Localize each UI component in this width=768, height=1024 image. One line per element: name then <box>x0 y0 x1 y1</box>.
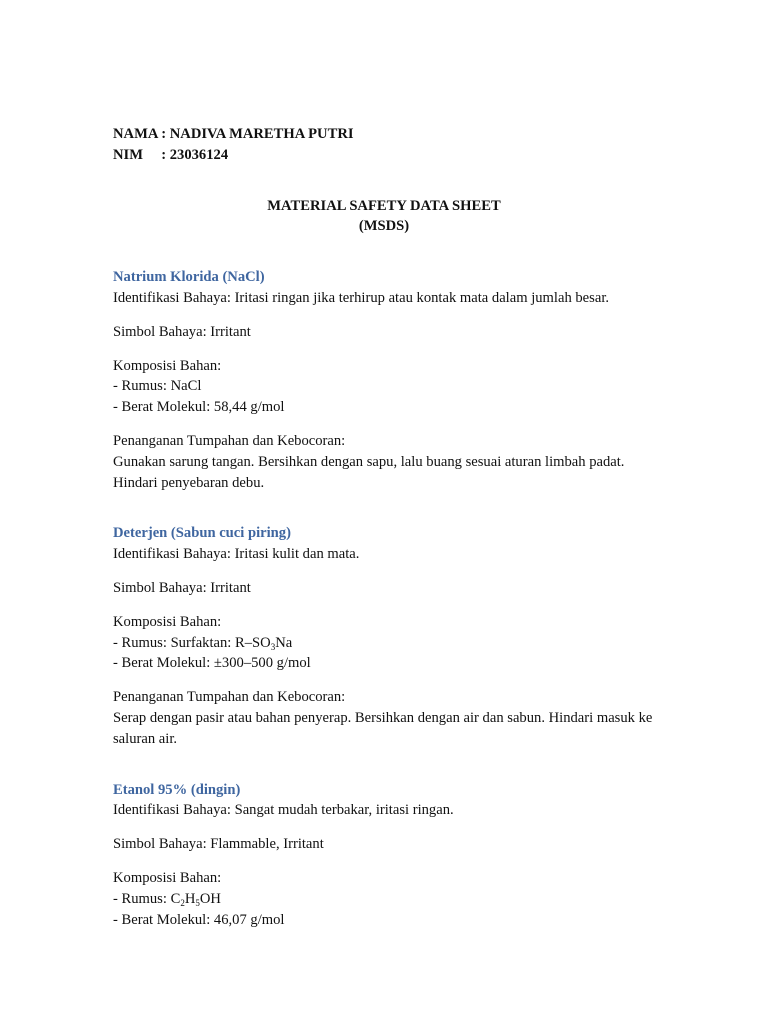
section-heading: Natrium Klorida (NaCl) <box>113 269 265 286</box>
spill-handling-label: Penanganan Tumpahan dan Kebocoran: <box>113 432 346 449</box>
document-subtitle: (MSDS) <box>358 218 410 235</box>
student-name-line: NAMA : NADIVA MARETHA PUTRI <box>113 126 354 142</box>
formula-prefix: - Rumus: Surfaktan: R–SO <box>113 634 271 651</box>
section-heading: Etanol 95% (dingin) <box>113 781 241 798</box>
composition-label: Komposisi Bahan: <box>113 869 222 886</box>
spill-handling-text: Serap dengan pasir atau bahan penyerap. Bersihkan dengan air dan sabun. Hindari masuk ke saluran air. <box>113 709 653 747</box>
formula-middle: H <box>184 890 196 907</box>
spill-handling-text: Gunakan sarung tangan. Bersihkan dengan sapu, lalu buang sesuai aturan limbah padat. Hindari penyebaran debu. <box>113 453 625 491</box>
formula-line: - Rumus: NaCl <box>113 378 202 395</box>
composition-label: Komposisi Bahan: <box>113 613 222 630</box>
molecular-weight-line: - Berat Molekul: 58,44 g/mol <box>113 399 285 416</box>
hazard-symbol: Simbol Bahaya: Flammable, Irritant <box>113 836 324 853</box>
section-nacl <box>113 267 673 493</box>
section-ethanol <box>113 780 673 931</box>
document-page <box>113 124 673 930</box>
section-detergent <box>113 523 673 749</box>
formula-subscript: 2 <box>180 897 185 908</box>
formula-line <box>113 889 673 910</box>
hazard-identification: Identifikasi Bahaya: Sangat mudah terbakar, iritasi ringan. <box>113 802 454 819</box>
composition-label: Komposisi Bahan: <box>113 357 222 374</box>
formula-suffix: OH <box>199 890 221 907</box>
hazard-identification: Identifikasi Bahaya: Iritasi ringan jika terhirup atau kontak mata dalam jumlah besar. <box>113 289 610 306</box>
formula-subscript: 3 <box>270 641 276 652</box>
student-nim-line: NIM : 23036124 <box>113 146 229 163</box>
formula-suffix: Na <box>275 634 293 651</box>
hazard-identification: Identifikasi Bahaya: Iritasi kulit dan mata. <box>113 546 360 563</box>
molecular-weight-line: - Berat Molekul: ±300–500 g/mol <box>113 655 311 672</box>
molecular-weight-line: - Berat Molekul: 46,07 g/mol <box>113 911 285 928</box>
hazard-symbol: Simbol Bahaya: Irritant <box>113 579 251 596</box>
spill-handling-label: Penanganan Tumpahan dan Kebocoran: <box>113 689 346 706</box>
formula-prefix: - Rumus: C <box>113 890 181 907</box>
formula-subscript: 5 <box>195 897 200 908</box>
section-heading: Deterjen (Sabun cuci piring) <box>113 525 291 542</box>
hazard-symbol: Simbol Bahaya: Irritant <box>113 323 251 340</box>
document-title: MATERIAL SAFETY DATA SHEET <box>267 197 501 214</box>
formula-line <box>113 633 673 654</box>
